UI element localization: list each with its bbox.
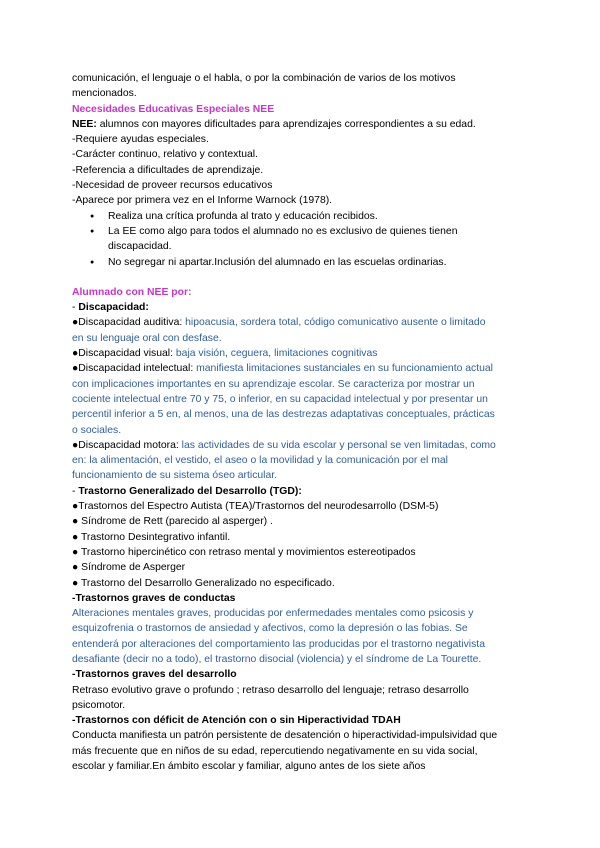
nee-definition	[72, 117, 504, 132]
conducta-text: Alteraciones mentales graves, producidas por enfermedades mentales como psicosis y	[72, 608, 474, 620]
motora-text: las actividades de su vida escolar y personal se ven limitadas, como	[181, 439, 496, 451]
tgd-item: ● Síndrome de Rett (parecido al asperger) .	[72, 516, 273, 528]
tgd-heading	[72, 484, 504, 499]
motora-label: ●Discapacidad motora:	[72, 439, 182, 451]
bullet-item-text: discapacidad.	[108, 241, 172, 253]
bullet-item-text: No segregar ni apartar.Inclusión del alumnado en las escuelas ordinarias.	[108, 256, 447, 268]
motora-text: en: la alimentación, el vestido, el aseo o la movilidad y la comunicación por el mal	[72, 455, 448, 467]
tgd-item: ● Trastorno del Desarrollo Generalizado no especificado.	[72, 577, 335, 589]
tgd-item: ● Trastorno hipercinético con retraso mental y movimientos estereotipados	[72, 546, 416, 558]
heading-dash: -	[72, 485, 79, 497]
bullet-item-text: ● La EE como algo para todos el alumnado no es exclusivo de quienes tienen	[108, 225, 458, 237]
bullet-item	[90, 224, 504, 255]
heading-dash: -	[72, 302, 79, 314]
alumnado-section-title: Alumnado con NEE por:	[72, 286, 192, 298]
tdah-text: más frecuente que en niños de su edad, repercutiendo negativamente en su vida social,	[72, 745, 478, 757]
tdah-text: Conducta manifiesta un patrón persistente de desatención o hiperactividad-impulsividad que	[72, 730, 498, 742]
bullet-item	[90, 255, 504, 270]
conducta-text: entenderá por alteraciones del comportamiento las producidas por el trastorno negativista	[72, 638, 485, 650]
bullet-item	[90, 209, 504, 224]
visual-label: ●Discapacidad visual:	[72, 348, 176, 360]
tdah-heading: -Trastornos con déficit de Atención con o sin Hiperactividad TDAH	[72, 715, 401, 727]
heading-text: Discapacidad:	[78, 302, 149, 314]
nee-point: -Referencia a dificultades de aprendizaje.	[72, 164, 264, 176]
desarrollo-text: Retraso evolutivo grave o profundo ; retraso desarrollo del lenguaje; retraso desarrollo	[72, 684, 469, 696]
nee-point: -Requiere ayudas especiales.	[72, 134, 209, 146]
auditiva-label: ●Discapacidad auditiva:	[72, 317, 186, 329]
visual-line	[72, 346, 504, 361]
visual-text: baja visión, ceguera, limitaciones cognitivas	[175, 348, 378, 360]
heading-text: Trastorno Generalizado del Desarrollo (TGD):	[78, 485, 302, 497]
conducta-text: esquizofrenia o trastornos de ansiedad y afectivos, como la depresión o las fobias. Se	[72, 623, 468, 635]
tgd-item: ● Trastorno Desintegrativo infantil.	[72, 531, 231, 543]
desarrollo-text: psicomotor.	[72, 699, 126, 711]
intelectual-text: cociente intelectual entre 70 y 75, o inferior, en su capacidad intelectual y por presentar un	[72, 393, 488, 405]
nee-section-title: Necesidades Educativas Especiales NEE	[72, 103, 275, 115]
tgd-item: ●Trastornos del Espectro Autista (TEA)/Trastornos del neurodesarrollo (DSM-5)	[72, 501, 439, 513]
nee-point: -Aparece por primera vez en el Informe Warnock (1978).	[72, 195, 333, 207]
intelectual-text: o sociales.	[72, 424, 122, 436]
tdah-text: escolar y familiar.En ámbito escolar y familiar, alguno antes de los siete años	[72, 761, 426, 773]
spacer	[72, 270, 504, 285]
auditiva-text: hipoacusia, sordera total, código comunicativo ausente o limitado	[185, 317, 486, 329]
warnock-bullet-list	[72, 209, 504, 270]
intro-line: comunicación, el lenguaje o el habla, o por la combinación de varios de los motivos	[72, 73, 456, 84]
intelectual-label: ●Discapacidad intelectual:	[72, 363, 197, 375]
intelectual-text: manifiesta limitaciones sustanciales en su funcionamiento actual	[196, 363, 493, 375]
conducta-text: desafiante (decir no a todo), el trastorno disocial (violencia) y el síndrome de La Tourette.	[72, 653, 482, 665]
nee-point: -Carácter continuo, relativo y contextual.	[72, 149, 258, 161]
bullet-item-text: Realiza una crítica profunda al trato y educación recibidos.	[108, 210, 378, 222]
desarrollo-heading: -Trastornos graves del desarrollo	[72, 669, 237, 681]
motora-text: funcionamiento de su sistema óseo articular.	[72, 470, 278, 482]
nee-definition-label: NEE:	[72, 118, 97, 130]
nee-definition-text: alumnos con mayores dificultades para aprendizajes correspondientes a su edad.	[96, 118, 476, 130]
intro-line: mencionados.	[72, 88, 137, 100]
discapacidad-heading	[72, 300, 504, 315]
tgd-item: ● Síndrome de Asperger	[72, 562, 186, 574]
document-content	[72, 71, 504, 774]
conducta-heading: -Trastornos graves de conductas	[72, 592, 236, 604]
intelectual-line	[72, 361, 504, 376]
motora-line	[72, 438, 504, 453]
auditiva-text: en su lenguaje oral con desfase.	[72, 332, 222, 344]
intelectual-text: percentil inferior a 5 en, al menos, una de las destrezas adaptativas conceptuales, prácticas	[72, 409, 495, 421]
auditiva-line	[72, 315, 504, 330]
intelectual-text: con implicaciones importantes en su aprendizaje escolar. Se caracteriza por mostrar un	[72, 378, 475, 390]
nee-point: -Necesidad de proveer recursos educativos	[72, 180, 273, 192]
